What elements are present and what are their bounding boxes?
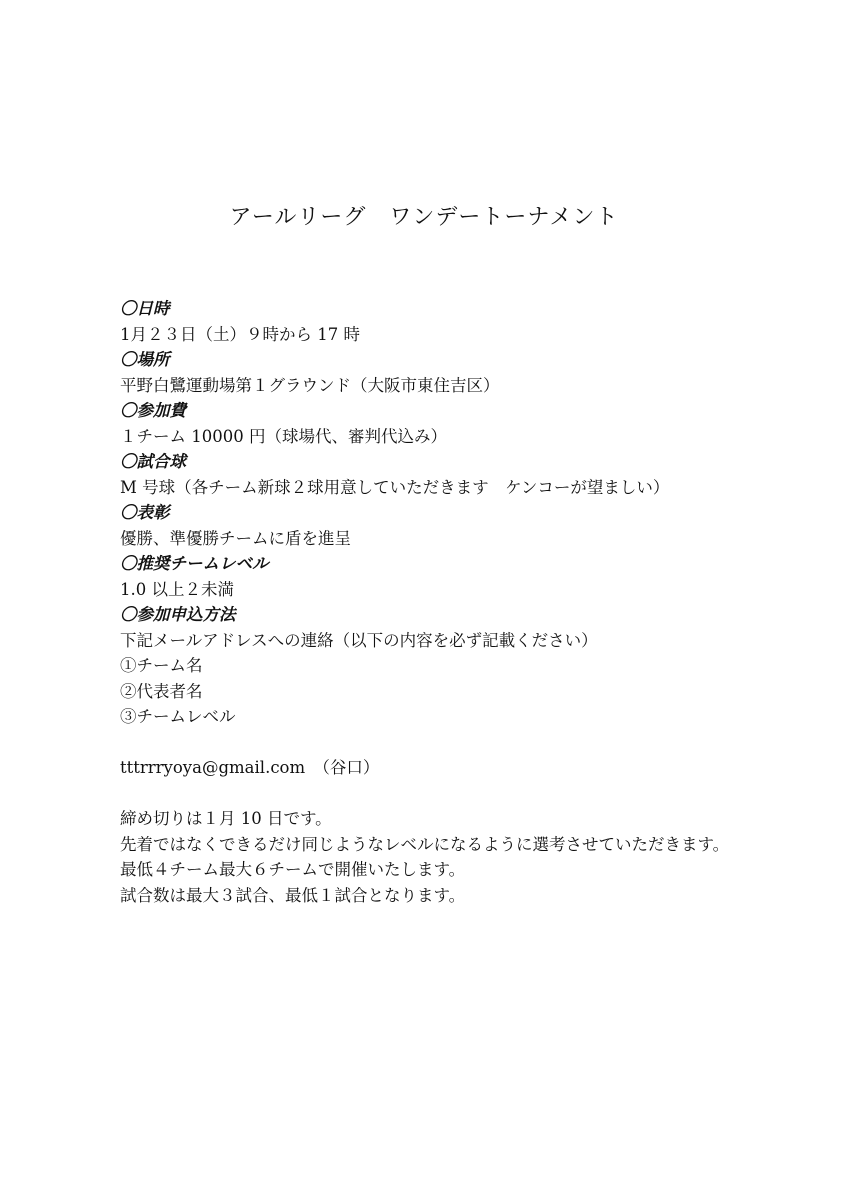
application-item-representative: ②代表者名	[120, 681, 203, 701]
section-heading-award: 〇表彰	[120, 503, 170, 522]
level-text: 1.0 以上２未満	[120, 579, 234, 599]
section-heading-fee: 〇参加費	[120, 401, 186, 420]
fee-text: １チーム 10000 円（球場代、審判代込み）	[120, 426, 447, 446]
note-selection: 先着ではなくできるだけ同じようなレベルになるように選考させていただきます。	[120, 834, 730, 854]
document-title: アールリーグ ワンデートーナメント	[229, 205, 619, 230]
note-deadline: 締め切りは１月 10 日です。	[120, 809, 332, 828]
spacer	[120, 730, 740, 756]
section-heading-ball: 〇試合球	[120, 452, 186, 471]
section-heading-datetime: 〇日時	[120, 299, 170, 318]
application-instruction: 下記メールアドレスへの連絡（以下の内容を必ず記載ください）	[120, 630, 598, 650]
application-item-team-level: ③チームレベル	[120, 707, 236, 726]
note-game-count: 試合数は最大３試合、最低１試合となります。	[120, 885, 466, 905]
award-text: 優勝、準優勝チームに盾を進呈	[120, 528, 351, 548]
section-heading-level: 〇推奨チームレベル	[120, 554, 269, 573]
document-body	[120, 296, 740, 908]
section-heading-venue: 〇場所	[120, 350, 170, 369]
venue-text: 平野白鷺運動場第１グラウンド（大阪市東住吉区）	[120, 375, 500, 395]
note-team-count: 最低４チーム最大６チームで開催いたします。	[120, 860, 466, 879]
ball-text: M 号球（各チーム新球２球用意していただきます ケンコーが望ましい）	[120, 477, 670, 497]
contact-email: tttrrryoya@gmail.com （谷口）	[120, 758, 380, 777]
application-item-team-name: ①チーム名	[120, 656, 203, 675]
datetime-text: 1月２３日（土）９時から 17 時	[120, 324, 360, 344]
spacer	[120, 781, 740, 807]
section-heading-application: 〇参加申込方法	[120, 605, 236, 624]
